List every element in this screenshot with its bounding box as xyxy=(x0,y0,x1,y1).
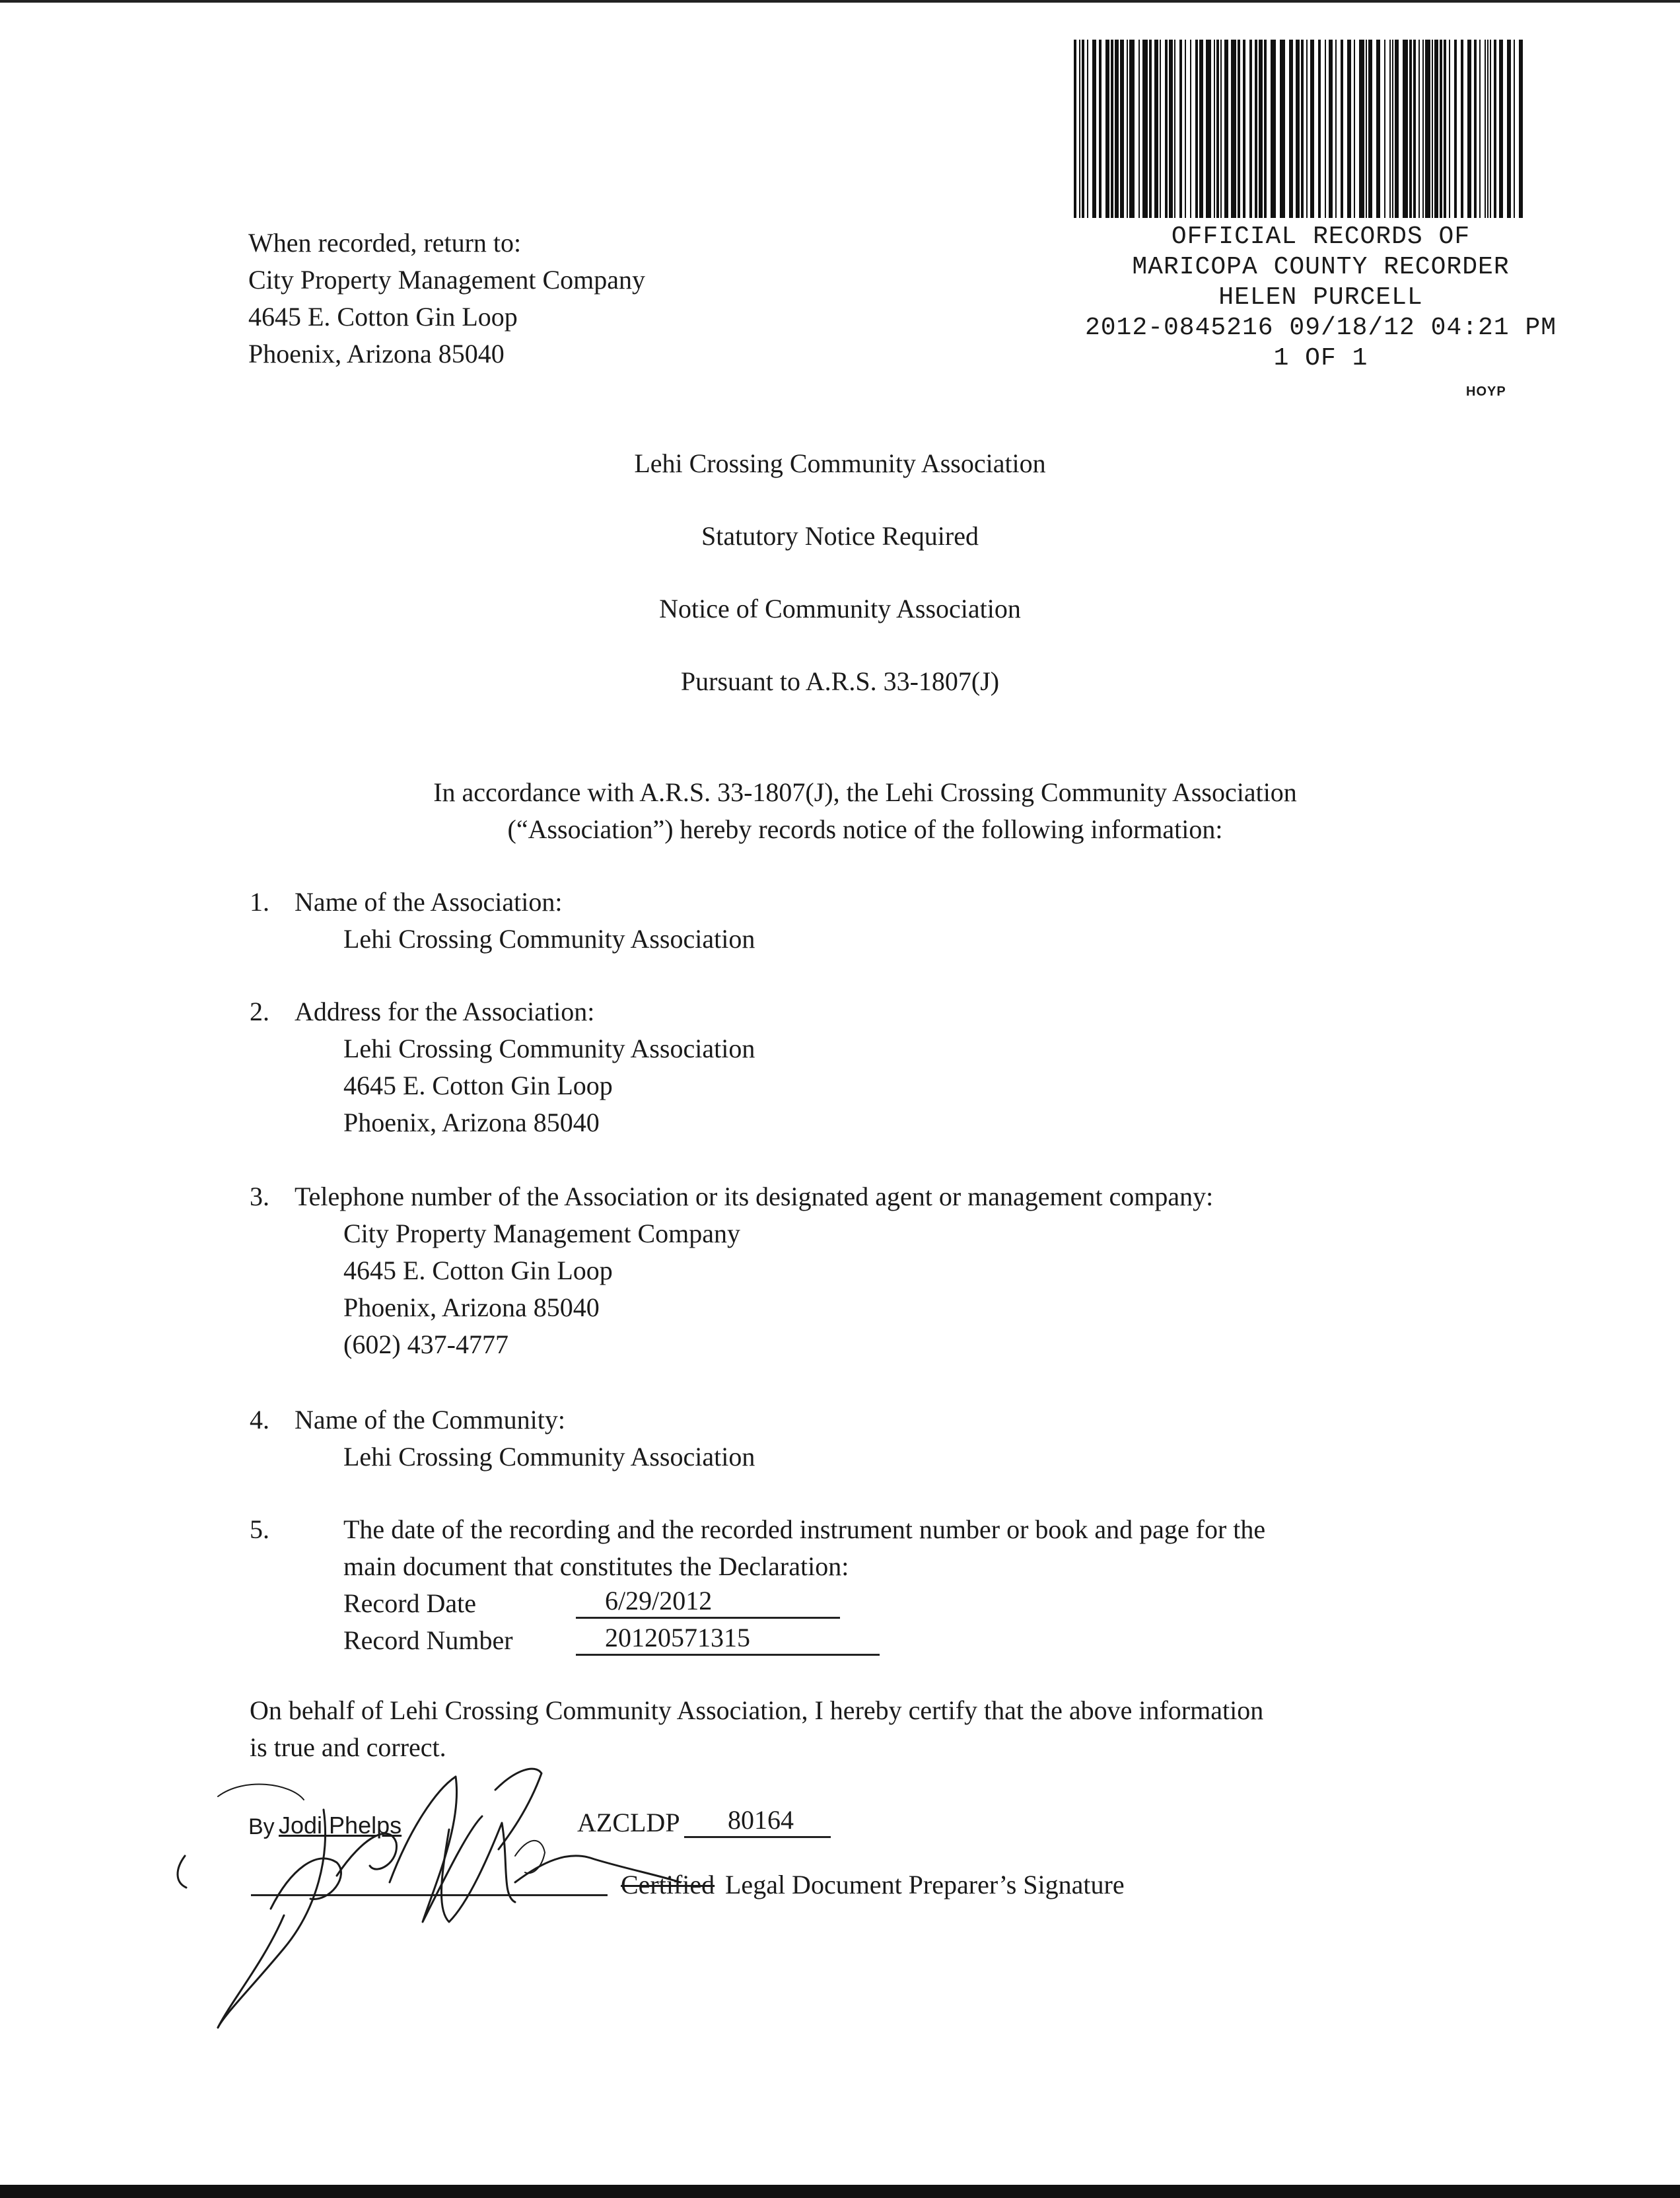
intro-line-2: (“Association”) hereby records notice of the following information: xyxy=(507,814,1223,844)
barcode-bar xyxy=(1105,40,1109,218)
stamp-code: HOYP xyxy=(1466,384,1506,399)
return-to-block xyxy=(248,225,777,372)
certification-line-2: is true and correct. xyxy=(250,1732,446,1762)
barcode-bar xyxy=(1079,40,1080,218)
license-prefix: AZCLDP xyxy=(577,1808,680,1837)
return-to-street: 4645 E. Cotton Gin Loop xyxy=(248,302,518,332)
intro-line-1: In accordance with A.R.S. 33-1807(J), the Lehi Crossing Community Association xyxy=(433,777,1297,807)
barcode-bar xyxy=(1395,40,1399,218)
item-2-label: Address for the Association: xyxy=(295,997,595,1026)
barcode-bar xyxy=(1354,40,1355,218)
barcode-bar xyxy=(1111,40,1113,218)
item-1-number: 1. xyxy=(250,887,269,917)
barcode-bar xyxy=(1129,40,1135,218)
stamp-line-2: MARICOPA COUNTY RECORDER xyxy=(1132,253,1510,281)
barcode-bar xyxy=(1169,40,1173,218)
item-2-line-2: 4645 E. Cotton Gin Loop xyxy=(343,1071,613,1100)
barcode-bar xyxy=(1392,40,1393,218)
scan-top-edge xyxy=(0,0,1680,3)
barcode-bar xyxy=(1074,40,1076,218)
stamp-line-1: OFFICIAL RECORDS OF xyxy=(1171,223,1471,251)
barcode-bar xyxy=(1519,40,1523,218)
barcode-bar xyxy=(1384,40,1385,218)
barcode-bar xyxy=(1082,40,1084,218)
barcode-bar xyxy=(1494,40,1496,218)
certification-line-1: On behalf of Lehi Crossing Community Association, I hereby certify that the above information xyxy=(250,1695,1264,1725)
barcode-bar xyxy=(1341,40,1343,218)
heading-notice: Notice of Community Association xyxy=(659,594,1021,623)
barcode-bar xyxy=(1490,40,1491,218)
barcode-bar xyxy=(1359,40,1364,218)
barcode-bar xyxy=(1160,40,1161,218)
return-to-city: Phoenix, Arizona 85040 xyxy=(248,339,505,369)
item-4-line-1: Lehi Crossing Community Association xyxy=(343,1442,755,1471)
barcode-bar xyxy=(1243,40,1245,218)
barcode-bar xyxy=(1238,40,1240,218)
barcode-bar xyxy=(1422,40,1424,218)
barcode-bar xyxy=(1220,40,1222,218)
signature-caption: Legal Document Preparer’s Signature xyxy=(725,1870,1125,1899)
heading-association: Lehi Crossing Community Association xyxy=(634,448,1046,478)
scan-bottom-edge xyxy=(0,2185,1680,2198)
item-1-label: Name of the Association: xyxy=(295,887,563,917)
barcode-bar xyxy=(1289,40,1293,218)
barcode-bar xyxy=(1310,40,1314,218)
barcode-bar xyxy=(1127,40,1128,218)
barcode-bar xyxy=(1231,40,1236,218)
barcode-bar xyxy=(1195,40,1198,218)
barcode-bar xyxy=(1271,40,1276,218)
barcode-bar xyxy=(1318,40,1321,218)
barcode-bar xyxy=(1115,40,1119,218)
barcode-bar xyxy=(1280,40,1285,218)
barcode-bar xyxy=(1479,40,1481,218)
barcode-bar xyxy=(1418,40,1420,218)
barcode-bar xyxy=(1174,40,1175,218)
record-date-label: Record Date xyxy=(343,1588,477,1618)
barcode-bar xyxy=(1449,40,1450,218)
barcode-bar xyxy=(1092,40,1096,218)
barcode-bar xyxy=(1499,40,1503,218)
barcode-bar xyxy=(1138,40,1140,218)
license-number: 80164 xyxy=(684,1804,831,1838)
barcode-bar xyxy=(1413,40,1416,218)
item-1-line-1: Lehi Crossing Community Association xyxy=(343,924,755,954)
barcode-bar xyxy=(1454,40,1457,218)
barcode-bar xyxy=(1296,40,1300,218)
barcode-bar xyxy=(1214,40,1215,218)
barcode-bar xyxy=(1325,40,1326,218)
item-3-number: 3. xyxy=(250,1182,269,1211)
barcode-bar xyxy=(1249,40,1252,218)
barcode-bar xyxy=(1154,40,1158,218)
handwritten-signature xyxy=(172,1750,687,2041)
barcode-bar xyxy=(1335,40,1337,218)
stamp-line-3: HELEN PURCELL xyxy=(1218,283,1423,312)
item-4-label: Name of the Community: xyxy=(295,1405,565,1435)
barcode-bar xyxy=(1467,40,1471,218)
heading-statutory: Statutory Notice Required xyxy=(701,521,979,551)
barcode-bar xyxy=(1224,40,1228,218)
return-to-label: When recorded, return to: xyxy=(248,228,522,258)
barcode-bar xyxy=(1368,40,1372,218)
stamp-line-4: 2012-0845216 09/18/12 04:21 PM xyxy=(1084,314,1557,342)
record-date-value: 6/29/2012 xyxy=(576,1585,840,1619)
heading-pursuant: Pursuant to A.R.S. 33-1807(J) xyxy=(680,666,1000,696)
item-3-line-2: 4645 E. Cotton Gin Loop xyxy=(343,1256,613,1285)
item-5-text-line-1: The date of the recording and the recorded instrument number or book and page for the xyxy=(343,1514,1266,1544)
barcode-bar xyxy=(1409,40,1412,218)
barcode-bar xyxy=(1206,40,1211,218)
barcode-bar xyxy=(1432,40,1433,218)
barcode-bar xyxy=(1255,40,1257,218)
barcode-bar xyxy=(1403,40,1408,218)
intro-paragraph xyxy=(370,774,1360,848)
barcode-bar xyxy=(1165,40,1168,218)
item-4-number: 4. xyxy=(250,1405,269,1435)
barcode-bar xyxy=(1347,40,1351,218)
signature-by-label: By xyxy=(248,1814,275,1839)
item-2-line-1: Lehi Crossing Community Association xyxy=(343,1034,755,1063)
barcode-bar xyxy=(1444,40,1446,218)
barcode-bar xyxy=(1434,40,1438,218)
barcode-bar xyxy=(1306,40,1308,218)
barcode-bar xyxy=(1149,40,1152,218)
barcode xyxy=(1071,40,1531,218)
barcode-bar xyxy=(1087,40,1088,218)
record-number-label: Record Number xyxy=(343,1625,513,1655)
item-3-line-4: (602) 437-4777 xyxy=(343,1329,508,1359)
barcode-bar xyxy=(1099,40,1102,218)
item-5-text-line-2: main document that constitutes the Declaration: xyxy=(343,1551,849,1581)
barcode-bar xyxy=(1376,40,1380,218)
barcode-bar xyxy=(1389,40,1391,218)
barcode-bar xyxy=(1514,40,1515,218)
barcode-bar xyxy=(1216,40,1219,218)
item-3-line-3: Phoenix, Arizona 85040 xyxy=(343,1293,600,1322)
barcode-bar xyxy=(1366,40,1367,218)
barcode-bar xyxy=(1487,40,1488,218)
barcode-bar xyxy=(1507,40,1511,218)
barcode-bar xyxy=(1190,40,1191,218)
barcode-bar xyxy=(1461,40,1463,218)
record-number-value: 20120571315 xyxy=(576,1622,880,1656)
item-2-number: 2. xyxy=(250,997,269,1026)
item-3-line-1: City Property Management Company xyxy=(343,1219,741,1248)
struck-certified: Certified xyxy=(621,1870,715,1899)
recorder-stamp xyxy=(1070,222,1572,374)
signature-printed-name: Jodi Phelps xyxy=(279,1812,402,1839)
barcode-bar xyxy=(1185,40,1186,218)
barcode-bar xyxy=(1142,40,1148,218)
barcode-bar xyxy=(1440,40,1442,218)
item-2-line-3: Phoenix, Arizona 85040 xyxy=(343,1108,600,1137)
item-5-number: 5. xyxy=(250,1514,269,1544)
stamp-line-5: 1 OF 1 xyxy=(1273,344,1368,372)
return-to-company: City Property Management Company xyxy=(248,265,646,295)
barcode-bar xyxy=(1179,40,1182,218)
item-3-label: Telephone number of the Association or its designated agent or management company: xyxy=(295,1182,1214,1211)
barcode-bar xyxy=(1474,40,1477,218)
barcode-bar xyxy=(1301,40,1304,218)
barcode-bar xyxy=(1259,40,1263,218)
barcode-bar xyxy=(1329,40,1333,218)
barcode-bar xyxy=(1485,40,1486,218)
barcode-bar xyxy=(1120,40,1124,218)
barcode-bar xyxy=(1264,40,1267,218)
barcode-bar xyxy=(1199,40,1203,218)
barcode-bar xyxy=(1425,40,1430,218)
